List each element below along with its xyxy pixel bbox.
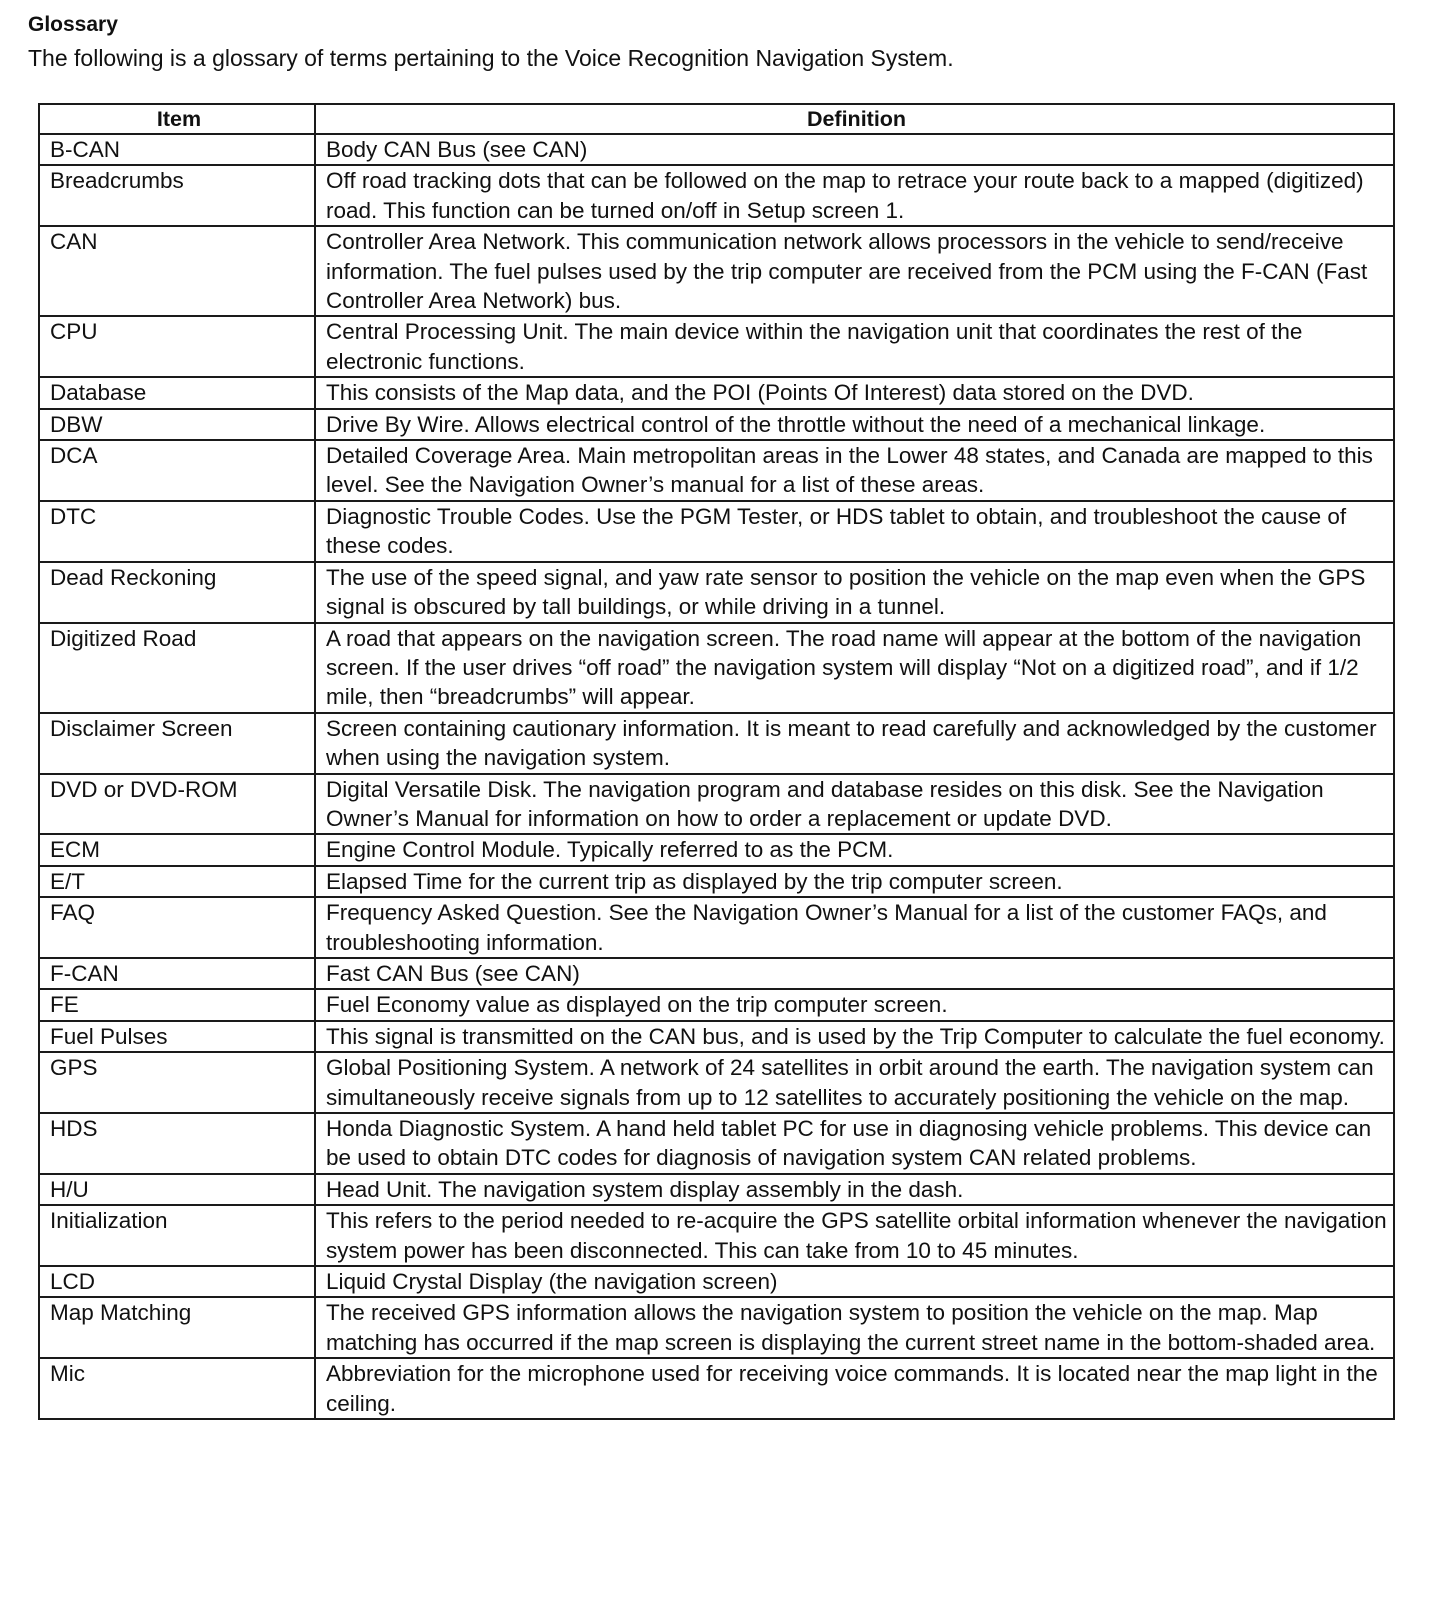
definition-cell: This signal is transmitted on the CAN bus, and is used by the Trip Computer to calculate the fuel economy. [315,1021,1394,1052]
table-row [39,226,1394,316]
glossary-table [38,103,1395,1420]
definition-cell: The use of the speed signal, and yaw rate sensor to position the vehicle on the map even when the GPS signal is obscured by tall buildings, or while driving in a tunnel. [315,562,1394,623]
term-cell: B-CAN [39,134,315,165]
definition-cell: Frequency Asked Question. See the Navigation Owner’s Manual for a list of the customer FAQs, and troubleshooting information. [315,897,1394,958]
term-cell: HDS [39,1113,315,1174]
term-cell: DVD or DVD-ROM [39,774,315,835]
term-cell: ECM [39,834,315,865]
table-row [39,1205,1394,1266]
definition-cell: Central Processing Unit. The main device within the navigation unit that coordinates the rest of the electronic functions. [315,316,1394,377]
table-row [39,989,1394,1020]
table-row [39,134,1394,165]
term-cell: CAN [39,226,315,316]
term-cell: H/U [39,1174,315,1205]
intro-text: The following is a glossary of terms pertaining to the Voice Recognition Navigation System. [28,45,954,71]
table-row [39,623,1394,713]
table-row [39,377,1394,408]
definition-cell: Screen containing cautionary information. It is meant to read carefully and acknowledged by the customer when using the navigation system. [315,713,1394,774]
term-cell: DCA [39,440,315,501]
term-cell: Mic [39,1358,315,1419]
definition-cell: Head Unit. The navigation system display assembly in the dash. [315,1174,1394,1205]
term-cell: DBW [39,409,315,440]
definition-cell: Global Positioning System. A network of 24 satellites in orbit around the earth. The navigation system can simultaneously receive signals from up to 12 satellites to accurately positioning the vehicle on the map. [315,1052,1394,1113]
table-row [39,1358,1394,1419]
table-row [39,1266,1394,1297]
table-row [39,834,1394,865]
table-row [39,562,1394,623]
glossary-table-header [39,104,1394,134]
term-cell: DTC [39,501,315,562]
table-row [39,958,1394,989]
term-cell: E/T [39,866,315,897]
definition-cell: The received GPS information allows the navigation system to position the vehicle on the map. Map matching has occurred if the map screen is displaying the current street name in the bottom-shaded area. [315,1297,1394,1358]
definition-cell: This refers to the period needed to re-acquire the GPS satellite orbital information whenever the navigation system power has been disconnected. This can take from 10 to 45 minutes. [315,1205,1394,1266]
term-cell: Breadcrumbs [39,165,315,226]
definition-cell: Fuel Economy value as displayed on the trip computer screen. [315,989,1394,1020]
term-cell: Map Matching [39,1297,315,1358]
glossary-table-body [39,134,1394,1419]
term-cell: LCD [39,1266,315,1297]
definition-cell: Elapsed Time for the current trip as displayed by the trip computer screen. [315,866,1394,897]
table-row [39,409,1394,440]
term-cell: Fuel Pulses [39,1021,315,1052]
definition-cell: Engine Control Module. Typically referred to as the PCM. [315,834,1394,865]
definition-cell: This consists of the Map data, and the POI (Points Of Interest) data stored on the DVD. [315,377,1394,408]
table-row [39,165,1394,226]
definition-cell: Drive By Wire. Allows electrical control of the throttle without the need of a mechanical linkage. [315,409,1394,440]
page-heading: Glossary [28,13,118,36]
definition-cell: Liquid Crystal Display (the navigation screen) [315,1266,1394,1297]
table-row [39,440,1394,501]
table-row [39,501,1394,562]
term-cell: Database [39,377,315,408]
table-row [39,1113,1394,1174]
term-cell: FAQ [39,897,315,958]
table-row [39,866,1394,897]
definition-cell: Digital Versatile Disk. The navigation program and database resides on this disk. See the Navigation Owner’s Manual for information on how to order a replacement or update DVD. [315,774,1394,835]
table-row [39,713,1394,774]
table-row [39,774,1394,835]
table-row [39,1297,1394,1358]
term-cell: Digitized Road [39,623,315,713]
definition-cell: Off road tracking dots that can be followed on the map to retrace your route back to a mapped (digitized) road. This function can be turned on/off in Setup screen 1. [315,165,1394,226]
table-row [39,316,1394,377]
table-row [39,1021,1394,1052]
definition-cell: A road that appears on the navigation screen. The road name will appear at the bottom of the navigation screen. If the user drives “off road” the navigation system will display “Not on a digitized road”, and if 1/2 mile, then “breadcrumbs” will appear. [315,623,1394,713]
column-header-definition: Definition [315,104,1394,134]
definition-cell: Body CAN Bus (see CAN) [315,134,1394,165]
term-cell: Dead Reckoning [39,562,315,623]
definition-cell: Controller Area Network. This communication network allows processors in the vehicle to send/receive information. The fuel pulses used by the trip computer are received from the PCM using the F-CAN (Fast Controller Area Network) bus. [315,226,1394,316]
term-cell: FE [39,989,315,1020]
definition-cell: Honda Diagnostic System. A hand held tablet PC for use in diagnosing vehicle problems. This device can be used to obtain DTC codes for diagnosis of navigation system CAN related problems. [315,1113,1394,1174]
definition-cell: Fast CAN Bus (see CAN) [315,958,1394,989]
header-row [39,104,1394,134]
definition-cell: Detailed Coverage Area. Main metropolitan areas in the Lower 48 states, and Canada are mapped to this level. See the Navigation Owner’s manual for a list of these areas. [315,440,1394,501]
table-row [39,897,1394,958]
term-cell: F-CAN [39,958,315,989]
term-cell: Initialization [39,1205,315,1266]
term-cell: GPS [39,1052,315,1113]
definition-cell: Diagnostic Trouble Codes. Use the PGM Tester, or HDS tablet to obtain, and troubleshoot the cause of these codes. [315,501,1394,562]
column-header-item: Item [39,104,315,134]
table-row [39,1052,1394,1113]
definition-cell: Abbreviation for the microphone used for receiving voice commands. It is located near the map light in the ceiling. [315,1358,1394,1419]
term-cell: Disclaimer Screen [39,713,315,774]
term-cell: CPU [39,316,315,377]
table-row [39,1174,1394,1205]
